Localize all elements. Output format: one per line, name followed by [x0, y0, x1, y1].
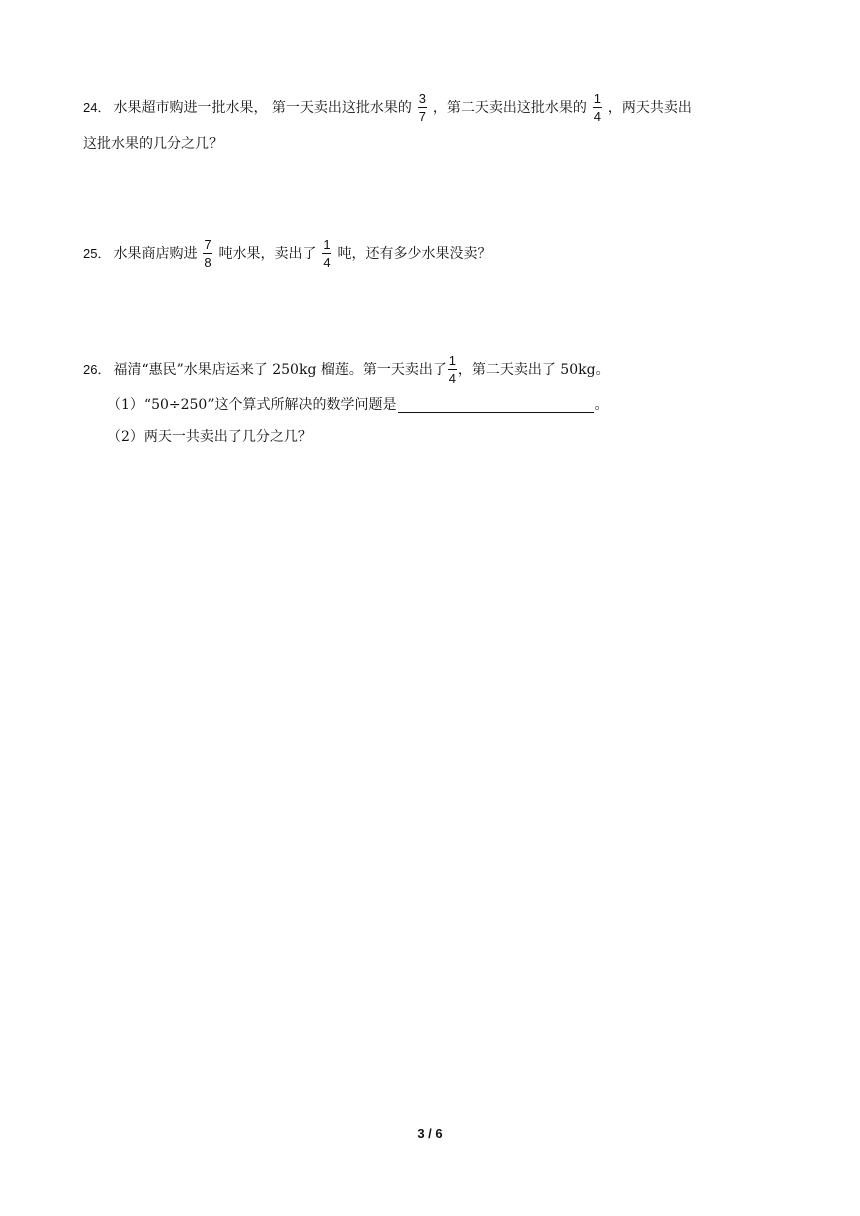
fraction	[203, 238, 212, 269]
question-26-sub-2	[107, 427, 312, 447]
fraction-numerator: 1	[448, 353, 456, 368]
question-25	[83, 238, 491, 269]
fraction	[418, 92, 427, 123]
answer-blank[interactable]	[398, 397, 594, 413]
question-24-line-2	[83, 134, 223, 154]
question-26	[83, 354, 610, 385]
fraction-bar	[448, 369, 457, 370]
question-number: 26．	[83, 361, 111, 377]
fraction-bar	[593, 107, 602, 108]
fraction-bar	[203, 253, 212, 254]
fraction	[593, 92, 602, 123]
fraction-denominator: 7	[418, 109, 427, 124]
question-text: 水果商店购进	[113, 245, 198, 262]
fraction-numerator: 1	[323, 237, 331, 252]
fraction-bar	[418, 107, 427, 108]
fraction	[448, 354, 457, 385]
page-number: 3 / 6	[417, 1126, 443, 1141]
question-text: 吨水果，卖出了	[218, 245, 317, 262]
question-text: ，第二天卖出这批水果的	[432, 99, 587, 116]
question-text: 吨，还有多少水果没卖？	[337, 245, 492, 262]
fraction-numerator: 7	[204, 237, 212, 252]
question-text: 水果超市购进一批水果， 第一天卖出这批水果的	[113, 99, 412, 116]
fraction-numerator: 3	[418, 91, 427, 106]
fraction-bar	[322, 253, 331, 254]
question-number: 24．	[83, 99, 111, 115]
question-24-line-1	[83, 92, 692, 123]
question-text: 福清“惠民”水果店运来了 250kg 榴莲。第一天卖出了	[113, 361, 447, 378]
question-text: ，两天共卖出	[607, 99, 692, 116]
subquestion-text: 。	[594, 397, 609, 413]
question-text: ，第二天卖出了 50kg。	[457, 361, 610, 378]
fraction-denominator: 4	[593, 109, 602, 124]
fraction-denominator: 8	[204, 255, 212, 270]
question-number: 25．	[83, 245, 111, 261]
subquestion-text: （2）两天一共卖出了几分之几？	[107, 429, 312, 445]
question-text: 这批水果的几分之几？	[83, 136, 223, 152]
fraction	[322, 238, 331, 269]
subquestion-text: （1）“50÷250”这个算式所解决的数学问题是	[107, 397, 397, 413]
question-26-sub-1	[107, 395, 609, 415]
fraction-denominator: 4	[323, 255, 331, 270]
fraction-numerator: 1	[593, 91, 602, 106]
fraction-denominator: 4	[448, 371, 456, 386]
